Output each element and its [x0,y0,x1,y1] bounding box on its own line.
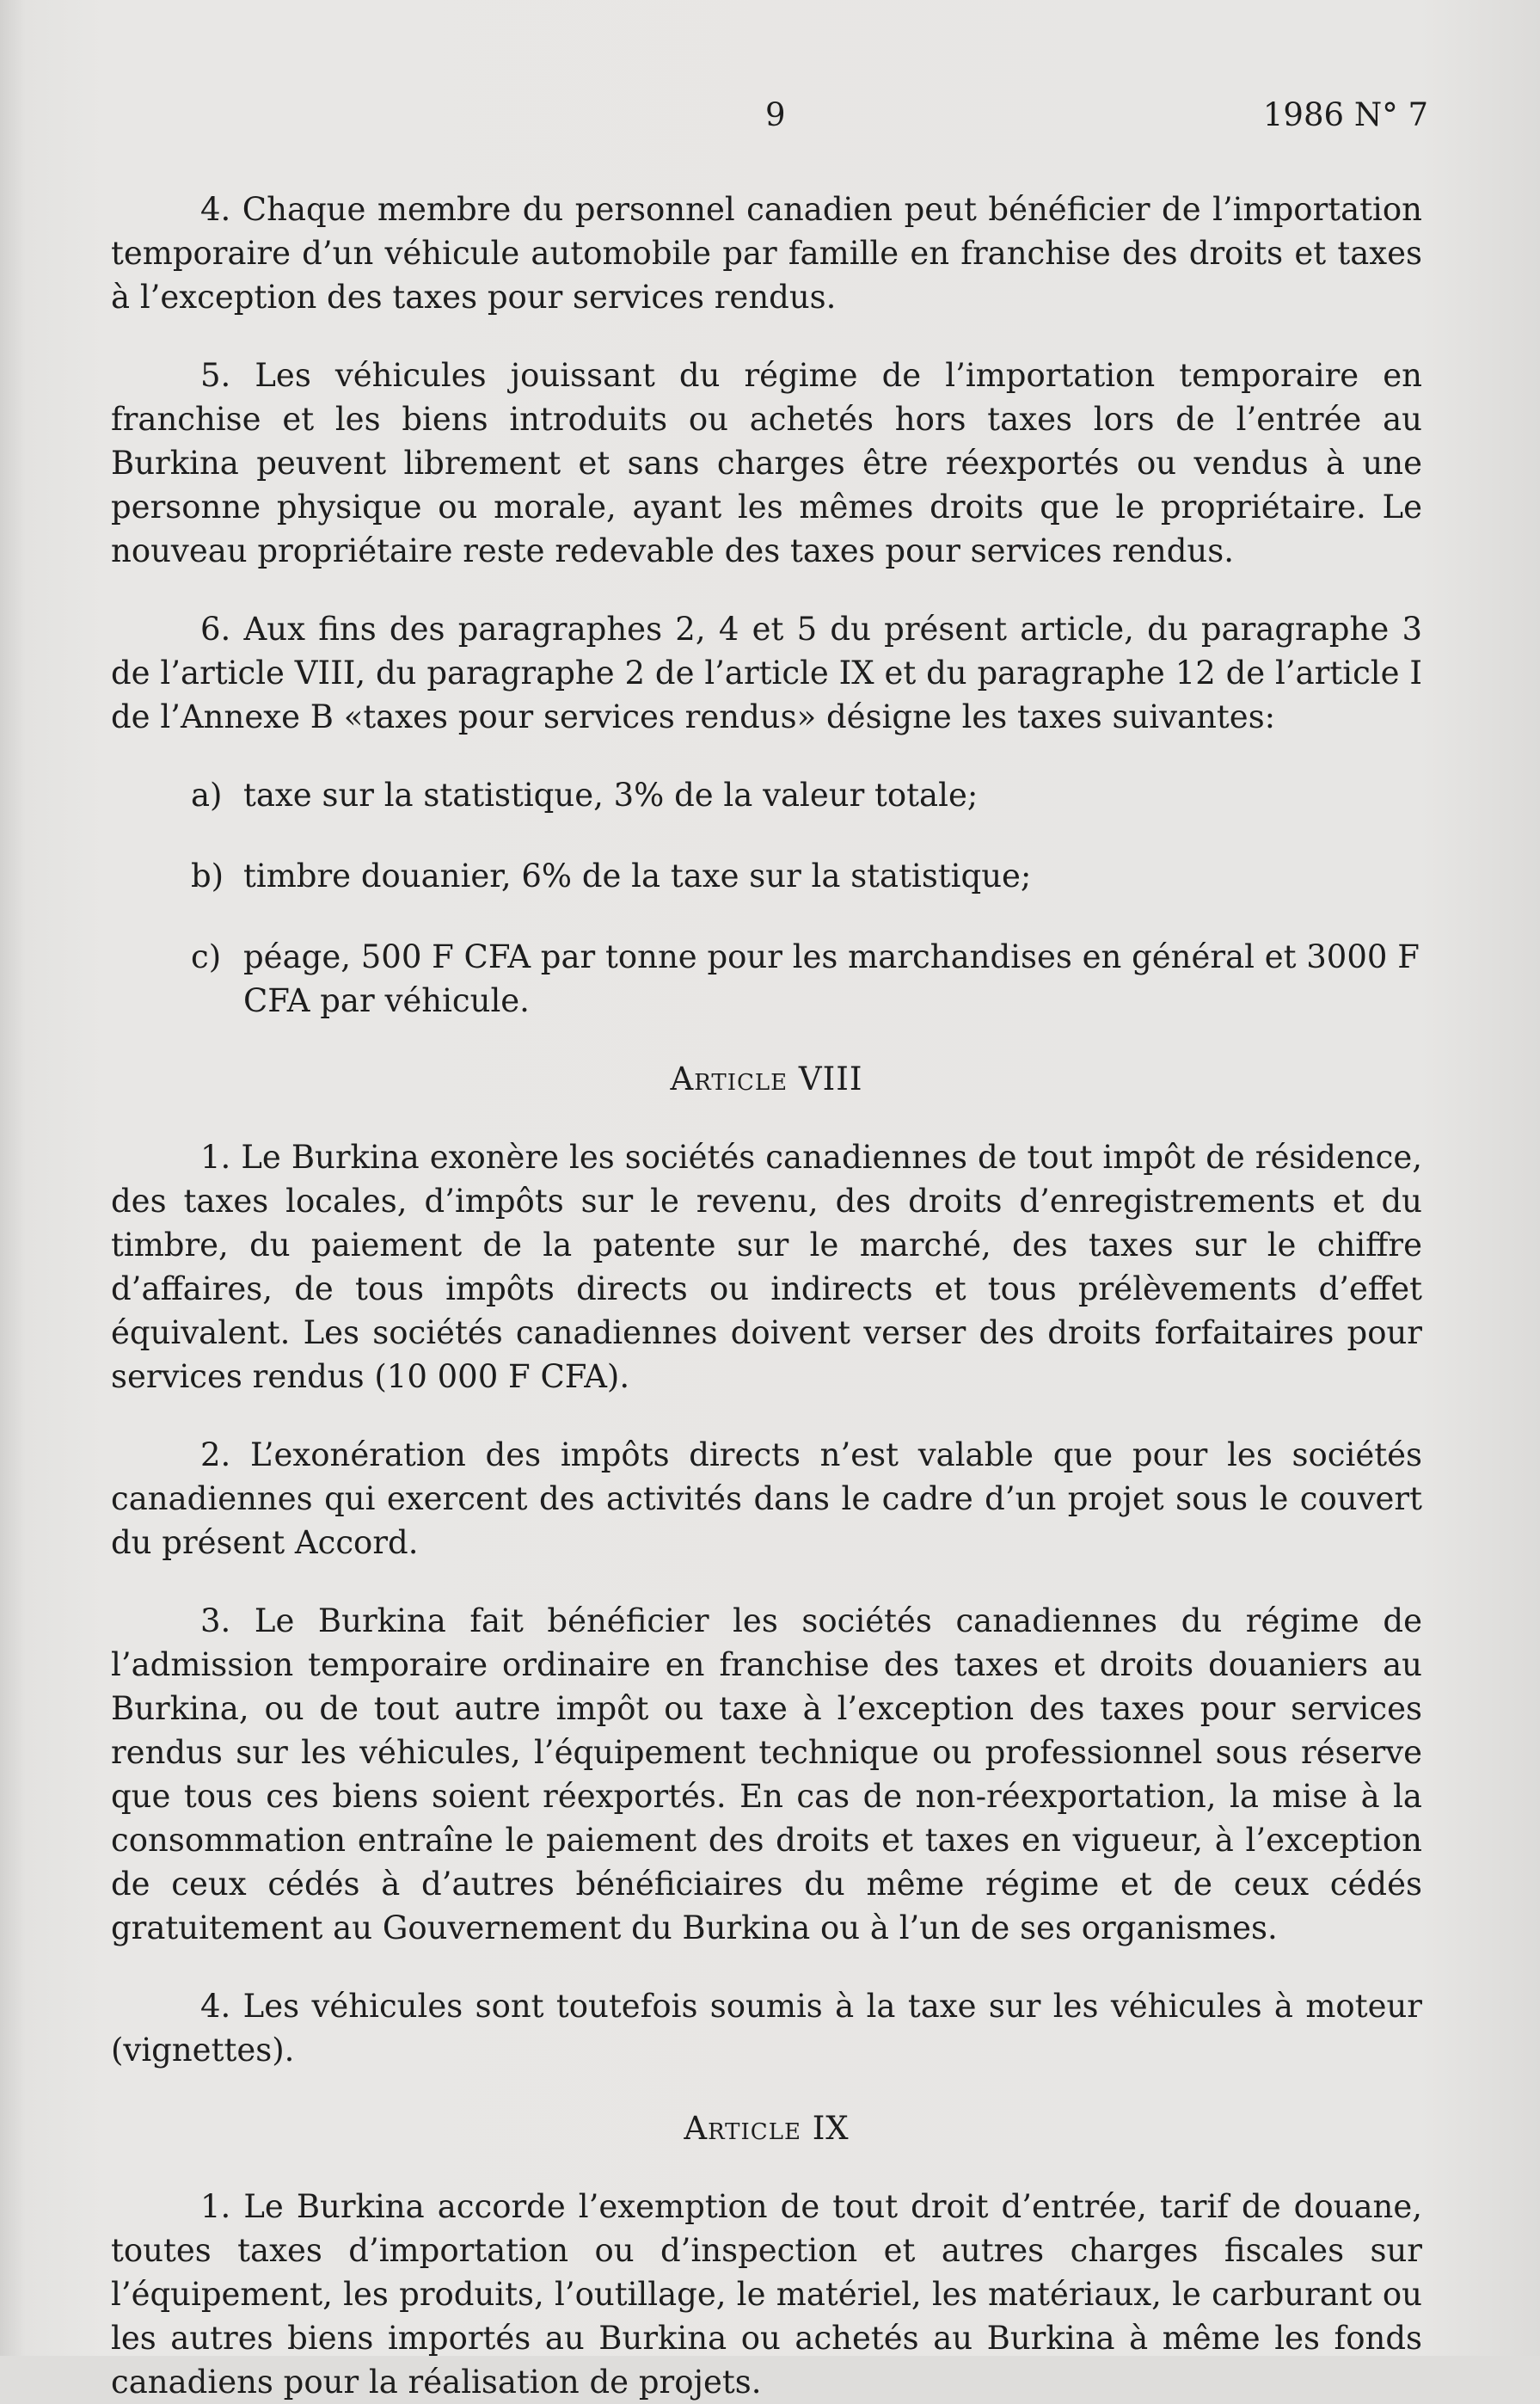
list-item-text: péage, 500 F CFA par tonne pour les marchandises en général et 3000 F CFA par véhicule. [243,938,1420,1019]
list-item-label: a) [191,777,223,814]
list-item-label: b) [191,858,224,895]
article-viii-heading: Article VIII [670,1061,863,1097]
paragraph-vii-6: 6. Aux fins des paragraphes 2, 4 et 5 du présent article, du paragraphe 3 de l’article VIII, du paragraphe 2 de l’article IX et du paragraphe 12 de l’article I de l’Annexe B «taxes pour services rendus» désigne les taxes suivantes: [111,611,1422,735]
list-item-text: taxe sur la statistique, 3% de la valeur totale; [243,777,979,814]
list-item-text: timbre douanier, 6% de la taxe sur la statistique; [243,858,1032,895]
list-item-label: c) [191,938,222,975]
list-item-b [111,854,1422,898]
paragraph-vii-4: 4. Chaque membre du personnel canadien peut bénéficier de l’importation temporaire d’un véhicule automobile par famille en franchise des droits et taxes à l’exception des taxes pour services rendus. [111,191,1422,316]
issue-label: 1986 N° 7 [1262,96,1428,133]
paragraph-viii-2: 2. L’exonération des impôts directs n’est valable que pour les sociétés canadiennes qui exercent des activités dans le cadre d’un projet sous le couvert du présent Accord. [111,1436,1422,1561]
paragraph-ix-1: 1. Le Burkina accorde l’exemption de tout droit d’entrée, tarif de douane, toutes taxes d’importation ou d’inspection et autres charges fiscales sur l’équipement, les produits, l’outillage, le matériel, les matériaux, le carburant ou les autres biens importés au Burkina ou achetés au Burkina à même les fonds canadiens pour la réalisation de projets. [111,2188,1422,2401]
list-item-a [111,773,1422,817]
paragraph-viii-3: 3. Le Burkina fait bénéficier les sociétés canadiennes du régime de l’admission temporaire ordinaire en franchise des taxes et droits douaniers au Burkina, ou de tout autre impôt ou taxe à l’exception des taxes pour services rendus sur les véhicules, l’équipement technique ou professionnel sous réserve que tous ces biens soient réexportés. En cas de non-réexportation, la mise à la consommation entraîne le paiement des droits et taxes en vigueur, à l’exception de ceux cédés à d’autres bénéficiaires du même régime et de ceux cédés gratuitement au Gouvernement du Burkina ou à l’un de ses organismes. [111,1602,1422,1946]
paragraph-viii-4: 4. Les véhicules sont toutefois soumis à la taxe sur les véhicules à moteur (vignettes). [111,1988,1422,2069]
page-header [0,96,1540,148]
page-number: 9 [765,96,786,133]
paragraph-viii-1: 1. Le Burkina exonère les sociétés canadiennes de tout impôt de résidence, des taxes locales, d’impôts sur le revenu, des droits d’enregistrements et du timbre, du paiement de la patente sur le marché, des taxes sur le chiffre d’affaires, de tous impôts directs ou indirects et tous prélèvements d’effet équivalent. Les sociétés canadiennes doivent verser des droits forfaitaires pour services rendus (10 000 F CFA). [111,1139,1422,1395]
document-body [111,188,1422,2404]
article-ix-heading: Article IX [684,2110,850,2147]
list-item-c [111,935,1422,1023]
paragraph-vii-5: 5. Les véhicules jouissant du régime de l’importation temporaire en franchise et les biens introduits ou achetés hors taxes lors de l’entrée au Burkina peuvent librement et sans charges être réexportés ou vendus à une personne physique ou morale, ayant les mêmes droits que le propriétaire. Le nouveau propriétaire reste redevable des taxes pour services rendus. [111,357,1422,569]
